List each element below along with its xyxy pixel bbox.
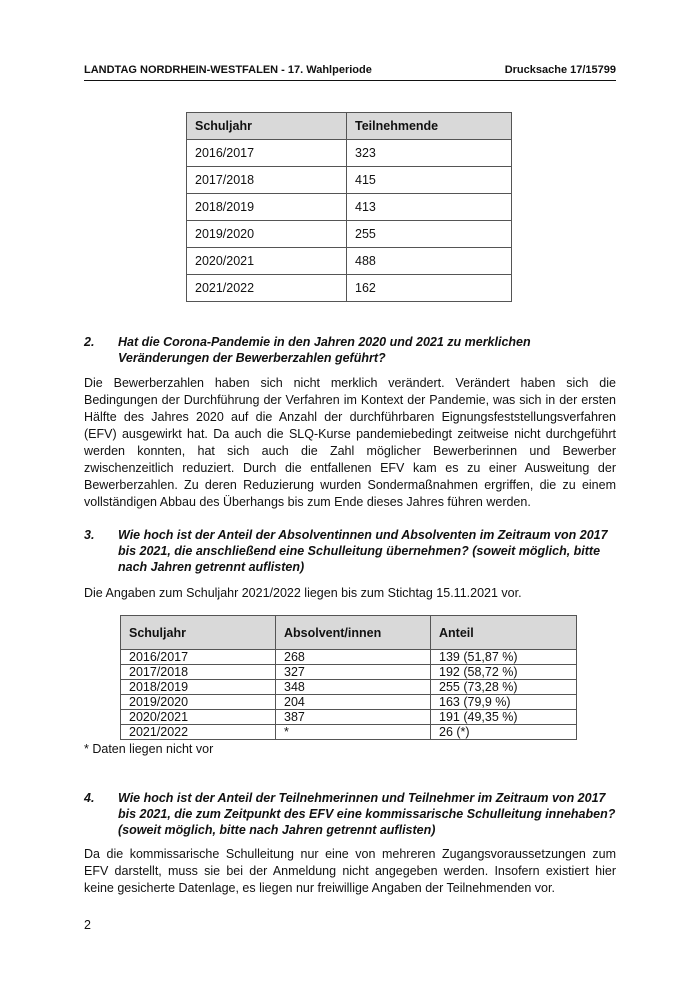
table-cell: 204: [276, 695, 431, 710]
table-row: [187, 140, 512, 167]
table-row: [187, 248, 512, 275]
table-cell: 415: [347, 167, 512, 194]
table-cell: 2016/2017: [121, 650, 276, 665]
question-3: [84, 527, 616, 575]
question-number: 4.: [84, 791, 95, 805]
table-cell: 2017/2018: [187, 167, 347, 194]
answer-4: Da die kommissarische Schulleitung nur eine von mehreren Zugangsvoraussetzungen zum EFV darstellt, muss sie bei der Anmeldung nicht angegeben werden. Insofern existiert hier keine gesicherte Datenlage, es liegen nur freiwillige Angaben der Teilnehmenden vor.: [84, 847, 616, 895]
table-cell: 162: [347, 275, 512, 302]
table-cell: 2018/2019: [121, 680, 276, 695]
question-text: Hat die Corona-Pandemie in den Jahren 2020 und 2021 zu merklichen Veränderungen der Bewerberzahlen geführt?: [118, 335, 531, 365]
table-cell: *: [276, 725, 431, 740]
table-cell: 2016/2017: [187, 140, 347, 167]
table-row: [187, 275, 512, 302]
table-cell: 2021/2022: [187, 275, 347, 302]
table-cell: 327: [276, 665, 431, 680]
participants-table: [186, 112, 512, 302]
question-2: [84, 334, 616, 366]
column-header: Schuljahr: [121, 616, 276, 650]
table-cell: 2020/2021: [121, 710, 276, 725]
table-cell: 163 (79,9 %): [431, 695, 577, 710]
question-number: 3.: [84, 528, 95, 542]
table-cell: 191 (49,35 %): [431, 710, 577, 725]
question-4: [84, 790, 616, 838]
column-header: Anteil: [431, 616, 577, 650]
table-row: [121, 725, 577, 740]
table-cell: 488: [347, 248, 512, 275]
table-cell: 139 (51,87 %): [431, 650, 577, 665]
column-header: Absolvent/innen: [276, 616, 431, 650]
table-row: [121, 665, 577, 680]
page-header: [84, 64, 616, 81]
question-text: Wie hoch ist der Anteil der Absolventinnen und Absolventen im Zeitraum von 2017 bis 2021, die anschließend eine Schulleitung übernehmen? (soweit möglich, bitte nach Jahren getrennt auflisten): [118, 528, 608, 574]
table-footnote: * Daten liegen nicht vor: [84, 742, 214, 756]
answer-2: Die Bewerberzahlen haben sich nicht merklich verändert. Verändert haben sich die Bedingungen der Durchführung der Verfahren im Kontext der Pandemie, was sich in der ersten Hälfte des Jahres 2020 auf die Anzahl der durchführbaren Eignungsfeststellungsverfahren (EFV) ausgewirkt hat. Da auch die SLQ-Kurse pandemiebedingt zeitweise nicht durchgeführt werden konnten, hat sich auch die Zahl möglicher Bewerberinnen und Bewerber zwischenzeitlich reduziert. Durch die entfallenen EFV kam es zu einer Ausweitung der Bewerberzahlen. Zu deren Reduzierung wurden Sondermaßnahmen ergriffen, die zu einem vollständigen Abbau des Überhangs bis zum Ende dieses Jahres führen werden.: [84, 376, 616, 509]
table-cell: 26 (*): [431, 725, 577, 740]
table-cell: 268: [276, 650, 431, 665]
table-cell: 192 (58,72 %): [431, 665, 577, 680]
table-cell: 2018/2019: [187, 194, 347, 221]
table-row: [121, 710, 577, 725]
question-text: Wie hoch ist der Anteil der Teilnehmerinnen und Teilnehmer im Zeitraum von 2017 bis 2021, die zum Zeitpunkt des EFV eine kommissarische Schulleitung innehaben? (soweit möglich, bitte nach Jahren getrennt auflisten): [118, 791, 616, 837]
table-row: [121, 680, 577, 695]
table-cell: 2020/2021: [187, 248, 347, 275]
header-title: LANDTAG NORDRHEIN-WESTFALEN - 17. Wahlperiode: [84, 64, 372, 76]
column-header: Teilnehmende: [347, 113, 512, 140]
table-cell: 2019/2020: [121, 695, 276, 710]
table-cell: 348: [276, 680, 431, 695]
table-header-row: [121, 616, 577, 650]
table-cell: 2021/2022: [121, 725, 276, 740]
table-row: [121, 695, 577, 710]
table-cell: 2017/2018: [121, 665, 276, 680]
table-header-row: [187, 113, 512, 140]
table-cell: 323: [347, 140, 512, 167]
table-row: [187, 221, 512, 248]
answer-3: Die Angaben zum Schuljahr 2021/2022 liegen bis zum Stichtag 15.11.2021 vor.: [84, 586, 522, 600]
graduates-table: [120, 615, 577, 740]
table-cell: 413: [347, 194, 512, 221]
table-row: [121, 650, 577, 665]
table-row: [187, 194, 512, 221]
question-number: 2.: [84, 335, 95, 349]
document-number: Drucksache 17/15799: [504, 64, 616, 76]
page-number: 2: [84, 918, 91, 932]
table-cell: 255 (73,28 %): [431, 680, 577, 695]
table-cell: 387: [276, 710, 431, 725]
table-cell: 255: [347, 221, 512, 248]
table-row: [187, 167, 512, 194]
column-header: Schuljahr: [187, 113, 347, 140]
table-cell: 2019/2020: [187, 221, 347, 248]
